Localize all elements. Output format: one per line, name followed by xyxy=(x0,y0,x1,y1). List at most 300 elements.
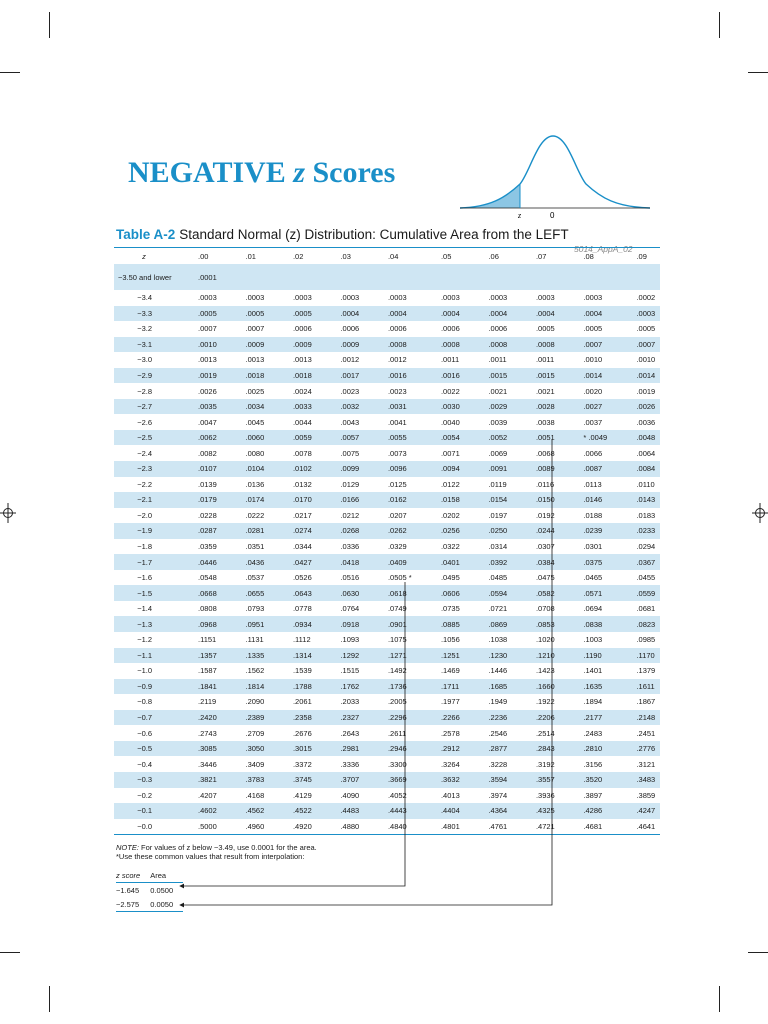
cell-value: .2611 xyxy=(387,728,407,738)
cell-value: .0129 xyxy=(340,479,360,489)
interp-area: 0.0050 xyxy=(150,897,183,912)
cell-value: .3409 xyxy=(245,759,265,769)
cell-value: .4325 xyxy=(512,803,559,819)
cell-value: .0029 xyxy=(464,399,511,415)
cell-value: .3085 xyxy=(174,741,221,757)
table-row xyxy=(114,585,660,601)
cell-value: .1894 xyxy=(583,697,603,707)
cell-value: .0853 xyxy=(512,616,559,632)
cell-value: .0418 xyxy=(316,554,363,570)
header-col: .00 xyxy=(174,248,221,265)
cell-value: .0027 xyxy=(559,399,612,415)
cell-value: .1401 xyxy=(583,666,603,676)
cell-value: .0594 xyxy=(464,585,511,601)
cell-value: .1271 xyxy=(364,648,417,664)
table-row xyxy=(114,477,660,493)
cell-value: .0808 xyxy=(198,604,217,614)
cell-value: .0823 xyxy=(612,616,660,632)
cell-value: .0013 xyxy=(292,355,312,365)
cell-value: .0012 xyxy=(387,355,407,365)
row-z-label: −1.4 xyxy=(137,604,152,614)
row-z-label: −3.3 xyxy=(114,306,174,322)
row-z-label: −1.3 xyxy=(114,616,174,632)
cell-value: .0040 xyxy=(440,417,460,427)
title-tail: Scores xyxy=(312,156,396,189)
crop-mark xyxy=(49,986,50,1012)
row-z-label: −2.8 xyxy=(137,386,152,396)
cell-value: .1335 xyxy=(221,648,268,664)
header-col: .07 xyxy=(512,248,559,265)
interp-note: *Use these common values that result from interpolation: xyxy=(116,852,305,861)
table-row xyxy=(114,399,660,415)
table-header-row xyxy=(114,248,660,265)
cell-value: .0212 xyxy=(340,510,360,520)
cell-value: .0537 xyxy=(245,573,265,583)
cell-value: .0003 xyxy=(340,293,360,303)
cell-value: .4443 xyxy=(364,803,417,819)
cell-value: .1977 xyxy=(440,697,460,707)
cell-value: .3594 xyxy=(464,772,511,788)
cell-value: .0010 xyxy=(174,337,221,353)
cell-value: .2296 xyxy=(364,710,417,726)
cell-value: .0007 xyxy=(198,324,217,334)
cell-value: .0003 xyxy=(440,293,460,303)
cell-value: .0003 xyxy=(245,293,265,303)
row-z-label: −3.2 xyxy=(137,324,152,334)
cell-value: .2033 xyxy=(340,697,360,707)
table-row-lower xyxy=(114,264,660,290)
cell-value: .0084 xyxy=(612,461,660,477)
row-z-label: −1.1 xyxy=(114,648,174,664)
registration-mark-right xyxy=(752,503,768,523)
cell-value: .0034 xyxy=(221,399,268,415)
cell-value: .1423 xyxy=(535,666,555,676)
cell-value: .2483 xyxy=(583,728,603,738)
cell-value: .2119 xyxy=(198,697,217,707)
cell-value: .0132 xyxy=(292,479,312,489)
cell-value: .3632 xyxy=(417,772,464,788)
cell-value: .2236 xyxy=(464,710,511,726)
cell-value: .2912 xyxy=(417,741,464,757)
cell-value: .0066 xyxy=(583,448,603,458)
cell-value: .0032 xyxy=(316,399,363,415)
cell-value: .0174 xyxy=(221,492,268,508)
table-row xyxy=(114,523,660,539)
cell-value: .4840 xyxy=(364,819,417,835)
row-z-label: −0.0 xyxy=(114,819,174,835)
cell-value: .0028 xyxy=(512,399,559,415)
table-caption xyxy=(116,227,569,242)
cell-value: .0559 xyxy=(612,585,660,601)
cell-value: .0010 xyxy=(583,355,603,365)
cell-value: .0838 xyxy=(559,616,612,632)
cell-value: .0006 xyxy=(387,324,407,334)
cell-value: .1230 xyxy=(464,648,511,664)
cell-value: .4247 xyxy=(612,803,660,819)
table-row xyxy=(114,508,660,524)
row-z-label: −0.2 xyxy=(137,790,152,800)
cell-value: .1949 xyxy=(488,697,508,707)
cell-value: .0749 xyxy=(387,604,407,614)
table-row xyxy=(114,601,660,617)
row-z-label: −1.9 xyxy=(114,523,174,539)
cell-value: .0630 xyxy=(316,585,363,601)
cell-value: .0043 xyxy=(340,417,360,427)
cell-value: .0039 xyxy=(488,417,508,427)
cell-value: .0455 xyxy=(636,573,656,583)
table-row xyxy=(114,445,660,461)
cell-value: .0003 xyxy=(612,306,660,322)
cell-value: .1867 xyxy=(636,697,656,707)
crop-mark xyxy=(719,12,720,38)
cell-value: .1469 xyxy=(440,666,460,676)
cell-value: .0008 xyxy=(364,337,417,353)
header-col: .09 xyxy=(612,248,660,265)
cell-value: .3520 xyxy=(559,772,612,788)
cell-value: .1762 xyxy=(316,679,363,695)
cell-value: .2810 xyxy=(559,741,612,757)
cell-value: .4681 xyxy=(559,819,612,835)
cell-value: .3372 xyxy=(292,759,312,769)
cell-value: .0207 xyxy=(387,510,407,520)
cell-value: .0146 xyxy=(559,492,612,508)
cell-value: .2843 xyxy=(512,741,559,757)
cell-value: .0017 xyxy=(316,368,363,384)
cell-value: .3446 xyxy=(198,759,217,769)
table-row xyxy=(114,803,660,819)
row-z-label: −0.1 xyxy=(114,803,174,819)
page-title xyxy=(128,156,395,190)
cell-value: .0012 xyxy=(340,355,360,365)
cell-value: .0985 xyxy=(636,635,656,645)
cell-value: .0668 xyxy=(174,585,221,601)
cell-value: .2877 xyxy=(464,741,511,757)
row-z-label: −1.7 xyxy=(114,554,174,570)
cell-value: .2177 xyxy=(559,710,612,726)
table-row xyxy=(114,306,660,322)
cell-value: .0139 xyxy=(198,479,217,489)
cell-value: .1020 xyxy=(535,635,555,645)
cell-value: .2090 xyxy=(245,697,265,707)
cell-value: .0037 xyxy=(583,417,603,427)
cell-value: .0322 xyxy=(440,542,460,552)
crop-mark xyxy=(719,986,720,1012)
cell-value: .0005 xyxy=(636,324,656,334)
cell-value: .0002 xyxy=(636,293,656,303)
cell-value: .0013 xyxy=(198,355,217,365)
interp-row xyxy=(116,897,183,912)
table-row xyxy=(114,788,660,804)
cell-value: .0008 xyxy=(512,337,559,353)
cell-value: .0091 xyxy=(464,461,511,477)
cell-value: .0009 xyxy=(221,337,268,353)
cell-value: .0526 xyxy=(292,573,312,583)
cell-value: .1151 xyxy=(198,635,217,645)
cell-value: .0351 xyxy=(245,542,265,552)
cell-value: .2206 xyxy=(512,710,559,726)
cell-value: .1131 xyxy=(245,635,264,645)
cell-value: .0014 xyxy=(612,368,660,384)
cell-value: .1357 xyxy=(174,648,221,664)
cell-value: .0007 xyxy=(245,324,265,334)
table-row xyxy=(114,694,660,710)
table-row xyxy=(114,368,660,384)
cell-value: .0162 xyxy=(364,492,417,508)
table-row xyxy=(114,414,660,430)
table-row xyxy=(114,741,660,757)
cell-value: .4168 xyxy=(245,790,265,800)
cell-value: .0143 xyxy=(612,492,660,508)
cell-value: .2743 xyxy=(198,728,217,738)
cell-value: .1587 xyxy=(198,666,217,676)
cell-value: .0009 xyxy=(269,337,316,353)
row-z-label: −3.50 and lower xyxy=(114,264,174,290)
cell-value: .1170 xyxy=(612,648,660,664)
cell-value: .0436 xyxy=(221,554,268,570)
note-line xyxy=(116,843,317,852)
cell-value: .0281 xyxy=(221,523,268,539)
cell-value: .1251 xyxy=(417,648,464,664)
row-z-label: −2.9 xyxy=(114,368,174,384)
cell-value: .1611 xyxy=(612,679,660,695)
crop-mark xyxy=(49,12,50,38)
cell-value: .1660 xyxy=(512,679,559,695)
cell-value: .0392 xyxy=(464,554,511,570)
cell-value: .0188 xyxy=(583,510,603,520)
cell-value: .0021 xyxy=(488,386,508,396)
cell-value: .0005 xyxy=(535,324,555,334)
cell-value: .0022 xyxy=(440,386,460,396)
row-z-label: −0.3 xyxy=(114,772,174,788)
table-row xyxy=(114,772,660,788)
cell-value: .0122 xyxy=(440,479,460,489)
table-row xyxy=(114,461,660,477)
cell-value: .1562 xyxy=(245,666,265,676)
cell-value: .0004 xyxy=(316,306,363,322)
cell-value: .0222 xyxy=(245,510,265,520)
cell-value: .1539 xyxy=(292,666,312,676)
cell-value: .0119 xyxy=(488,479,507,489)
cell-value: .3050 xyxy=(221,741,268,757)
normal-curve-figure xyxy=(460,128,650,228)
cell-value: .0166 xyxy=(316,492,363,508)
cell-value: .1711 xyxy=(417,679,464,695)
row-z-label: −0.7 xyxy=(114,710,174,726)
cell-value: .4761 xyxy=(464,819,511,835)
cell-value: .1922 xyxy=(535,697,555,707)
interp-z: −1.645 xyxy=(116,885,140,895)
cell-value: .0059 xyxy=(269,430,316,446)
cell-value: .0495 xyxy=(440,573,460,583)
header-col: .03 xyxy=(316,248,363,265)
cell-value: .0336 xyxy=(340,542,360,552)
cell-value: .0041 xyxy=(387,417,407,427)
cell-value: .0150 xyxy=(512,492,559,508)
cell-value: .0202 xyxy=(440,510,460,520)
cell-value: .0401 xyxy=(417,554,464,570)
row-z-label: −0.6 xyxy=(137,728,152,738)
cell-value: .1038 xyxy=(488,635,508,645)
cell-value: .0158 xyxy=(417,492,464,508)
row-z-label: −0.8 xyxy=(137,697,152,707)
cell-value: .0409 xyxy=(364,554,417,570)
table-row xyxy=(114,539,660,555)
cell-value: .0968 xyxy=(174,616,221,632)
interp-header-z: z score xyxy=(116,868,150,883)
cell-value: .0025 xyxy=(245,386,265,396)
cell-value: .0301 xyxy=(583,542,603,552)
cell-value: .0485 xyxy=(488,573,508,583)
cell-value: .2709 xyxy=(245,728,265,738)
cell-value: .3821 xyxy=(174,772,221,788)
cell-value: .4721 xyxy=(512,819,559,835)
cell-value: .0778 xyxy=(292,604,312,614)
cell-value: .0010 xyxy=(636,355,656,365)
cell-value: .0571 xyxy=(559,585,612,601)
cell-value: .0505 * xyxy=(387,573,412,583)
row-z-label: −2.7 xyxy=(114,399,174,415)
cell-value: .2451 xyxy=(636,728,656,738)
cell-value: .0951 xyxy=(221,616,268,632)
cell-value: .0035 xyxy=(174,399,221,415)
cell-value: .0015 xyxy=(464,368,511,384)
cell-value: .0885 xyxy=(417,616,464,632)
cell-value: .1075 xyxy=(387,635,407,645)
cell-value: .0606 xyxy=(417,585,464,601)
cell-value: .2420 xyxy=(174,710,221,726)
cell-value: .0064 xyxy=(636,448,656,458)
cell-value: .0764 xyxy=(340,604,360,614)
table-row xyxy=(114,819,660,835)
cell-value: .0038 xyxy=(535,417,555,427)
cell-value: .0011 xyxy=(488,355,507,365)
cell-value: .0110 xyxy=(636,479,655,489)
cell-value: .0274 xyxy=(269,523,316,539)
cell-value: .0239 xyxy=(559,523,612,539)
cell-value: .0262 xyxy=(364,523,417,539)
cell-value: .2266 xyxy=(417,710,464,726)
cell-value: .0307 xyxy=(535,542,555,552)
crop-mark xyxy=(0,72,20,73)
cell-value: .3859 xyxy=(636,790,656,800)
cell-value: .2061 xyxy=(292,697,312,707)
cell-value: .1210 xyxy=(512,648,559,664)
cell-value: .0016 xyxy=(364,368,417,384)
cell-value: .1379 xyxy=(636,666,656,676)
row-z-label: −3.4 xyxy=(137,293,152,303)
cell-value: .2358 xyxy=(269,710,316,726)
cell-value: .1685 xyxy=(464,679,511,695)
table-row xyxy=(114,570,660,586)
cell-value: .0020 xyxy=(583,386,603,396)
cell-value: .1814 xyxy=(221,679,268,695)
cell-value: .2546 xyxy=(488,728,508,738)
interp-header-row xyxy=(116,868,183,883)
cell-value: .0019 xyxy=(174,368,221,384)
cell-value: .0721 xyxy=(488,604,508,614)
cell-value: .0314 xyxy=(488,542,508,552)
cell-value: .0080 xyxy=(245,448,265,458)
cell-value: .0075 xyxy=(340,448,360,458)
table-row xyxy=(114,616,660,632)
header-col: .01 xyxy=(221,248,268,265)
cell-value: .0934 xyxy=(269,616,316,632)
row-z-label: −0.9 xyxy=(114,679,174,695)
cell-value: .0107 xyxy=(174,461,221,477)
cell-value: .0011 xyxy=(440,355,460,365)
cell-value: .0045 xyxy=(245,417,265,427)
curve-z-label: z xyxy=(518,211,522,220)
cell-value: .0073 xyxy=(387,448,407,458)
cell-value: .0057 xyxy=(316,430,363,446)
cell-value: .0008 xyxy=(417,337,464,353)
cell-value: .0030 xyxy=(417,399,464,415)
cell-value: .0004 xyxy=(417,306,464,322)
cell-value: .0003 xyxy=(292,293,312,303)
cell-value: .4207 xyxy=(198,790,217,800)
cell-value: .3300 xyxy=(387,759,407,769)
cell-value: .0116 xyxy=(535,479,555,489)
cell-value: .0170 xyxy=(269,492,316,508)
interp-area: 0.0500 xyxy=(150,885,174,895)
cell-value: .1788 xyxy=(269,679,316,695)
cell-value: .0268 xyxy=(316,523,363,539)
registration-mark-left xyxy=(0,503,16,523)
cell-value: .4562 xyxy=(221,803,268,819)
table-note xyxy=(116,843,317,861)
cell-value: .0004 xyxy=(559,306,612,322)
cell-value: .0089 xyxy=(512,461,559,477)
cell-value: .0192 xyxy=(535,510,555,520)
cell-value: .0078 xyxy=(292,448,312,458)
cell-value: .1314 xyxy=(269,648,316,664)
cell-value: .0005 xyxy=(174,306,221,322)
cell-value: .0427 xyxy=(269,554,316,570)
cell-value: .2946 xyxy=(364,741,417,757)
cell-value: .1515 xyxy=(340,666,360,676)
cell-value: .2327 xyxy=(316,710,363,726)
cell-value: * .0049 xyxy=(559,430,612,446)
cell-value: .0003 xyxy=(198,293,217,303)
cell-value: .4483 xyxy=(316,803,363,819)
cell-value: .0011 xyxy=(535,355,555,365)
cell-value: .4602 xyxy=(174,803,221,819)
row-z-label: −2.0 xyxy=(137,510,152,520)
cell-value: .4129 xyxy=(292,790,312,800)
cell-value: .3557 xyxy=(512,772,559,788)
cell-value: .0233 xyxy=(612,523,660,539)
cell-value: .0217 xyxy=(292,510,312,520)
interp-header-area: Area xyxy=(150,868,183,883)
cell-value: .0179 xyxy=(174,492,221,508)
cell-value: .0183 xyxy=(636,510,656,520)
cell-value: .3783 xyxy=(221,772,268,788)
cell-value: .0008 xyxy=(464,337,511,353)
cell-value: .0918 xyxy=(316,616,363,632)
cell-value: .0082 xyxy=(198,448,217,458)
cell-value: .3192 xyxy=(535,759,555,769)
cell-value: .0055 xyxy=(364,430,417,446)
cell-value: .0465 xyxy=(583,573,603,583)
cell-value: .0344 xyxy=(292,542,312,552)
cell-value: .5000 xyxy=(174,819,221,835)
cell-value: .0005 xyxy=(221,306,268,322)
cell-value: .0006 xyxy=(440,324,460,334)
cell-value: .0003 xyxy=(387,293,407,303)
cell-value: .3228 xyxy=(488,759,508,769)
cell-value: .0694 xyxy=(583,604,603,614)
table-row xyxy=(114,725,660,741)
